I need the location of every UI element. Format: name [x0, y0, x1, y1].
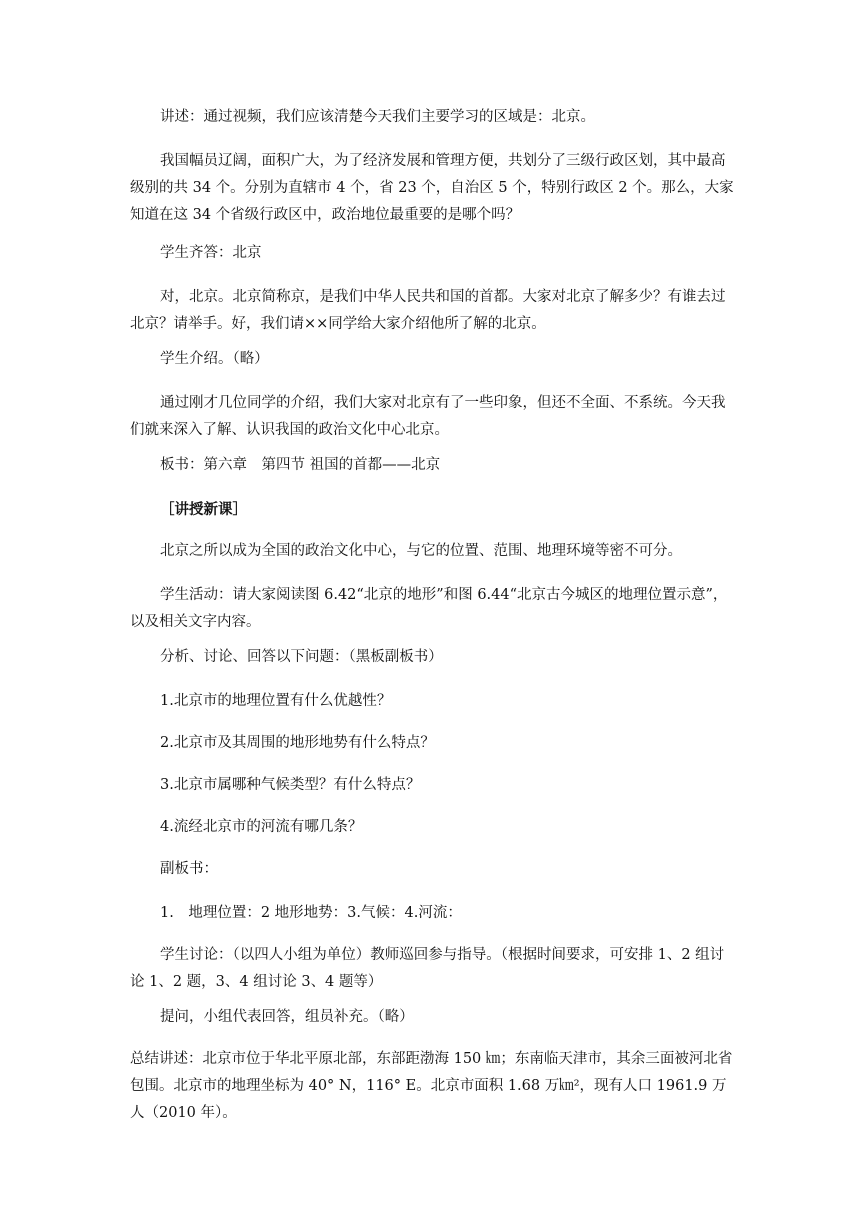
paragraph-sub-board-items: 1. 地理位置：2 地形地势：3.气候：4.河流： [160, 905, 462, 921]
paragraph-beijing-intro: 对，北京。北京简称京，是我们中华人民共和国的首都。大家对北京了解多少？有谁去过北京？请举手。好，我们请××同学给大家介绍他所了解的北京。 [130, 289, 726, 332]
paragraph-sub-board-label: 副板书： [160, 861, 218, 877]
paragraph-student-answer: 学生齐答：北京 [160, 245, 262, 261]
paragraph-discussion-prompt: 分析、讨论、回答以下问题：（黑板副板书） [160, 649, 443, 665]
paragraph-admin-divisions: 我国幅员辽阔，面积广大，为了经济发展和管理方便，共划分了三级行政区划，其中最高级别的共 34 个。分别为直辖市 4 个，省 23 个，自治区 5 个，特别行政区 2 个。那么，大家知道在这 34 个省级行政区中，政治地位最重要的是哪个吗？ [130, 153, 734, 223]
paragraph-transition: 通过刚才几位同学的介绍，我们大家对北京有了一些印象，但还不全面、不系统。今天我们就来深入了解、认识我国的政治文化中心北京。 [130, 395, 726, 438]
question-2: 2.北京市及其周围的地形地势有什么特点？ [160, 735, 435, 751]
paragraph-student-activity: 学生活动：请大家阅读图 6.42“北京的地形”和图 6.44“北京古今城区的地理位置示意”，以及相关文字内容。 [130, 587, 728, 630]
paragraph-board-title: 板书：第六章 第四节 祖国的首都——北京 [160, 457, 441, 473]
question-3: 3.北京市属哪种气候类型？有什么特点？ [160, 777, 421, 793]
section-heading-new-lesson: ［讲授新课］ [160, 501, 247, 518]
paragraph-lecture-intro: 讲述：通过视频，我们应该清楚今天我们主要学习的区域是：北京。 [160, 109, 595, 125]
paragraph-questioning: 提问，小组代表回答，组员补充。（略） [160, 1009, 414, 1025]
paragraph-student-intro: 学生介绍。（略） [160, 351, 269, 367]
paragraph-political-center: 北京之所以成为全国的政治文化中心，与它的位置、范围、地理环境等密不可分。 [160, 543, 682, 559]
question-4: 4.流经北京市的河流有哪几条？ [160, 819, 363, 835]
question-1: 1.北京市的地理位置有什么优越性？ [160, 693, 392, 709]
paragraph-student-discussion: 学生讨论：（以四人小组为单位）教师巡回参与指导。（根据时间要求，可安排 1、2 组讨论 1、2 题，3、4 组讨论 3、4 题等） [130, 947, 725, 990]
paragraph-summary: 总结讲述：北京市位于华北平原北部，东部距渤海 150 ㎞；东南临天津市，其余三面被河北省包围。北京市的地理坐标为 40° N，116° E。北京市面积 1.68 万㎞²，现有人口 1961.9 万人（2010 年）。 [130, 1051, 733, 1121]
